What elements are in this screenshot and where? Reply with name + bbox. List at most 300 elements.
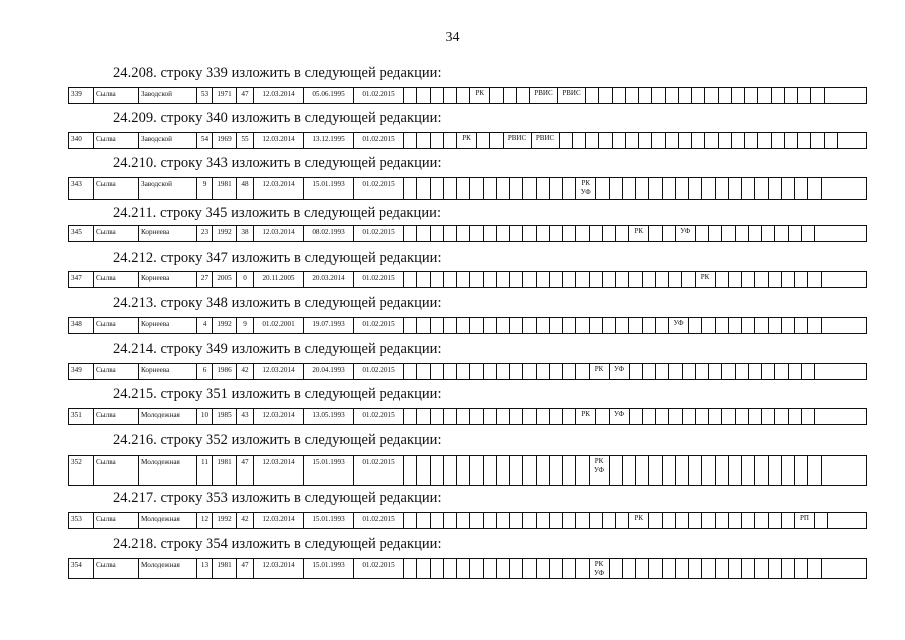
grid-cell <box>722 364 735 379</box>
grid-cell <box>404 364 417 379</box>
grid-cell <box>497 364 510 379</box>
table-row <box>68 317 867 334</box>
grid-cell <box>755 178 768 199</box>
grid-cell <box>692 133 705 148</box>
section-heading: 24.216. строку 352 изложить в следующей редакции: <box>113 432 442 448</box>
grid-cell <box>643 272 656 287</box>
grid-cell <box>550 513 563 528</box>
house-cell: 54 <box>197 133 213 148</box>
grid-cell <box>504 88 517 103</box>
mark-cell: РВИС <box>558 88 586 103</box>
table-row <box>68 512 867 529</box>
table-row <box>68 363 867 380</box>
date3-cell: 01.02.2015 <box>354 513 404 528</box>
grid-cell <box>523 178 536 199</box>
grid-cell <box>457 559 470 578</box>
grid-cell <box>769 456 782 485</box>
grid-cell <box>497 559 510 578</box>
row-number: 345 <box>69 226 94 241</box>
grid-cell <box>630 409 643 424</box>
grid-cell <box>719 88 732 103</box>
grid-cell <box>755 513 768 528</box>
grid-cell <box>616 513 629 528</box>
grid-cell <box>484 409 497 424</box>
grid-cell <box>444 226 457 241</box>
year-cell: 1981 <box>213 178 237 199</box>
grid-cell <box>636 178 649 199</box>
grid-cell <box>705 133 718 148</box>
grid-cell <box>782 559 795 578</box>
grid-cell <box>626 88 639 103</box>
grid-cell <box>649 178 662 199</box>
date1-cell: 12.03.2014 <box>254 133 304 148</box>
grid-cell <box>702 513 715 528</box>
grid-cell <box>616 226 629 241</box>
date2-cell: 15.01.1993 <box>304 513 354 528</box>
grid-cell <box>683 364 696 379</box>
mark-cell: УФ <box>610 364 630 379</box>
grid-cell <box>745 133 758 148</box>
row-number: 353 <box>69 513 94 528</box>
mark-cell: УФ <box>669 318 689 333</box>
grid-cell <box>772 133 785 148</box>
grid-cell <box>722 226 735 241</box>
grid-cell <box>563 364 576 379</box>
grid-cell <box>729 178 742 199</box>
grid-cell <box>586 133 599 148</box>
grid-cell <box>749 226 762 241</box>
mark-cell: РК <box>629 513 649 528</box>
street-cell: Корнеева <box>139 226 197 241</box>
grid-cell <box>636 456 649 485</box>
date1-cell: 12.03.2014 <box>254 409 304 424</box>
table-row <box>68 177 867 200</box>
street-cell: Молодежная <box>139 559 197 578</box>
grid-cell <box>822 318 835 333</box>
date2-cell: 15.01.1993 <box>304 559 354 578</box>
grid-cell <box>709 409 722 424</box>
grid-cell <box>802 409 815 424</box>
section-heading: 24.208. строку 339 изложить в следующей редакции: <box>113 65 442 81</box>
grid-cell <box>663 456 676 485</box>
house-cell: 10 <box>197 409 213 424</box>
grid-cell <box>623 456 636 485</box>
grid-cell <box>775 409 788 424</box>
date2-cell: 19.07.1993 <box>304 318 354 333</box>
grid-cell <box>510 178 523 199</box>
grid-cell <box>484 272 497 287</box>
grid-cell <box>497 226 510 241</box>
grid-cell <box>610 456 623 485</box>
grid-cell <box>490 88 503 103</box>
date1-cell: 12.03.2014 <box>254 364 304 379</box>
grid-cell <box>590 226 603 241</box>
grid-cell <box>523 513 536 528</box>
grid-cell <box>649 513 662 528</box>
grid-cell <box>785 133 798 148</box>
grid-cell <box>722 409 735 424</box>
grid-cell <box>431 226 444 241</box>
date2-cell: 15.01.1993 <box>304 178 354 199</box>
grid-cell <box>736 409 749 424</box>
grid-cell <box>828 513 841 528</box>
grid-cell <box>702 318 715 333</box>
year-cell: 1992 <box>213 226 237 241</box>
grid-cell <box>599 133 612 148</box>
grid-cell <box>808 272 821 287</box>
date2-cell: 13.05.1993 <box>304 409 354 424</box>
grid-cell <box>497 318 510 333</box>
grid-cell <box>630 364 643 379</box>
grid-cell <box>802 226 815 241</box>
mark-cell: РП <box>795 513 815 528</box>
grid-cell <box>689 318 702 333</box>
grid-cell <box>484 318 497 333</box>
grid-cell <box>497 513 510 528</box>
grid-cell <box>470 226 483 241</box>
row-number: 351 <box>69 409 94 424</box>
date2-cell: 08.02.1993 <box>304 226 354 241</box>
grid-cell <box>702 559 715 578</box>
year-cell: 1992 <box>213 318 237 333</box>
grid-cell <box>444 272 457 287</box>
grid-cell <box>729 456 742 485</box>
date3-cell: 01.02.2015 <box>354 88 404 103</box>
grid-cell <box>716 456 729 485</box>
grid-cell <box>563 513 576 528</box>
grid-cell <box>815 364 828 379</box>
house-cell: 12 <box>197 513 213 528</box>
grid-cell <box>563 409 576 424</box>
grid-cell <box>815 226 828 241</box>
year-cell: 1971 <box>213 88 237 103</box>
grid-cell <box>815 513 828 528</box>
grid-cell <box>560 133 573 148</box>
grid-cell <box>576 318 589 333</box>
grid-cell <box>755 318 768 333</box>
grid-cell <box>510 364 523 379</box>
grid-cell <box>758 88 771 103</box>
grid-cell <box>789 364 802 379</box>
grid-cell <box>417 272 430 287</box>
grid-cell <box>417 133 430 148</box>
row-number: 349 <box>69 364 94 379</box>
grid-cell <box>679 88 692 103</box>
grid-cell <box>682 272 695 287</box>
grid-cell <box>537 178 550 199</box>
grid-cell <box>603 226 616 241</box>
grid-cell <box>550 456 563 485</box>
grid-cell <box>742 456 755 485</box>
units-cell: 43 <box>237 409 254 424</box>
grid-cell <box>417 559 430 578</box>
grid-cell <box>629 318 642 333</box>
section-heading: 24.214. строку 349 изложить в следующей редакции: <box>113 341 442 357</box>
table-row <box>68 558 867 579</box>
grid-cell <box>444 133 457 148</box>
grid-cell <box>596 178 609 199</box>
grid-cell <box>444 318 457 333</box>
grid-cell <box>652 88 665 103</box>
row-number: 354 <box>69 559 94 578</box>
grid-cell <box>649 559 662 578</box>
grid-cell <box>705 88 718 103</box>
table-row <box>68 408 867 425</box>
grid-cell <box>683 409 696 424</box>
house-cell: 53 <box>197 88 213 103</box>
grid-cell <box>709 364 722 379</box>
grid-cell <box>590 272 603 287</box>
grid-cell <box>808 318 821 333</box>
grid-cell <box>729 559 742 578</box>
grid-cell <box>749 409 762 424</box>
grid-cell <box>417 364 430 379</box>
grid-cell <box>510 513 523 528</box>
grid-cell <box>639 133 652 148</box>
grid-cell <box>692 88 705 103</box>
grid-cell <box>649 456 662 485</box>
date3-cell: 01.02.2015 <box>354 559 404 578</box>
date1-cell: 12.03.2014 <box>254 178 304 199</box>
grid-cell <box>643 409 656 424</box>
grid-cell <box>656 272 669 287</box>
year-cell: 1986 <box>213 364 237 379</box>
grid-cell <box>563 178 576 199</box>
grid-cell <box>431 409 444 424</box>
grid-cell <box>444 88 457 103</box>
section-heading: 24.218. строку 354 изложить в следующей редакции: <box>113 536 442 552</box>
grid-cell <box>663 226 676 241</box>
grid-cell <box>517 88 530 103</box>
grid-cell <box>696 409 709 424</box>
grid-cell <box>639 88 652 103</box>
city-cell: Сылва <box>94 559 139 578</box>
house-cell: 11 <box>197 456 213 485</box>
grid-cell <box>716 513 729 528</box>
grid-cell <box>811 133 824 148</box>
grid-cell <box>666 88 679 103</box>
mark-cell: РК <box>696 272 716 287</box>
date1-cell: 12.03.2014 <box>254 559 304 578</box>
grid-cell <box>417 178 430 199</box>
grid-cell <box>550 178 563 199</box>
house-cell: 4 <box>197 318 213 333</box>
grid-cell <box>497 178 510 199</box>
grid-cell <box>417 318 430 333</box>
grid-cell <box>689 559 702 578</box>
grid-cell <box>537 456 550 485</box>
date3-cell: 01.02.2015 <box>354 364 404 379</box>
grid-cell <box>457 456 470 485</box>
grid-cell <box>550 318 563 333</box>
grid-cell <box>745 88 758 103</box>
grid-cell <box>815 409 828 424</box>
grid-cell <box>523 559 536 578</box>
grid-cell <box>457 318 470 333</box>
grid-cell <box>736 364 749 379</box>
grid-cell <box>404 456 417 485</box>
grid-cell <box>789 226 802 241</box>
year-cell: 1969 <box>213 133 237 148</box>
grid-cell <box>563 456 576 485</box>
grid-cell <box>404 226 417 241</box>
row-number: 352 <box>69 456 94 485</box>
year-cell: 1992 <box>213 513 237 528</box>
date1-cell: 12.03.2014 <box>254 88 304 103</box>
grid-cell <box>417 226 430 241</box>
house-cell: 13 <box>197 559 213 578</box>
units-cell: 9 <box>237 318 254 333</box>
year-cell: 2005 <box>213 272 237 287</box>
table-row <box>68 132 867 149</box>
grid-cell <box>676 559 689 578</box>
grid-cell <box>470 364 483 379</box>
grid-cell <box>798 88 811 103</box>
grid-cell <box>782 178 795 199</box>
street-cell: Молодежная <box>139 409 197 424</box>
grid-cell <box>523 456 536 485</box>
city-cell: Сылва <box>94 364 139 379</box>
grid-cell <box>702 456 715 485</box>
grid-cell <box>510 272 523 287</box>
grid-cell <box>689 178 702 199</box>
house-cell: 9 <box>197 178 213 199</box>
grid-cell <box>510 456 523 485</box>
grid-cell <box>616 318 629 333</box>
grid-cell <box>825 133 838 148</box>
mark-cell: УФ <box>676 226 696 241</box>
grid-cell <box>497 272 510 287</box>
date1-cell: 12.03.2014 <box>254 226 304 241</box>
date3-cell: 01.02.2015 <box>354 178 404 199</box>
grid-cell <box>782 272 795 287</box>
grid-cell <box>470 559 483 578</box>
grid-cell <box>663 513 676 528</box>
grid-cell <box>696 364 709 379</box>
grid-cell <box>610 178 623 199</box>
street-cell: Заводской <box>139 133 197 148</box>
units-cell: 42 <box>237 513 254 528</box>
grid-cell <box>663 559 676 578</box>
grid-cell <box>417 409 430 424</box>
row-number: 348 <box>69 318 94 333</box>
section-heading: 24.215. строку 351 изложить в следующей редакции: <box>113 386 442 402</box>
grid-cell <box>484 456 497 485</box>
grid-cell <box>755 456 768 485</box>
grid-cell <box>669 272 682 287</box>
grid-cell <box>510 226 523 241</box>
table-row <box>68 225 867 242</box>
grid-cell <box>537 409 550 424</box>
grid-cell <box>656 318 669 333</box>
grid-cell <box>484 364 497 379</box>
grid-cell <box>550 226 563 241</box>
date2-cell: 13.12.1995 <box>304 133 354 148</box>
grid-cell <box>599 88 612 103</box>
grid-cell <box>729 272 742 287</box>
grid-cell <box>643 364 656 379</box>
table-row <box>68 87 867 104</box>
section-heading: 24.217. строку 353 изложить в следующей редакции: <box>113 490 442 506</box>
row-number: 340 <box>69 133 94 148</box>
units-cell: 47 <box>237 88 254 103</box>
grid-cell <box>404 513 417 528</box>
mark-cell: РВИС <box>504 133 532 148</box>
grid-cell <box>716 178 729 199</box>
date1-cell: 01.02.2001 <box>254 318 304 333</box>
grid-cell <box>709 226 722 241</box>
grid-cell <box>457 513 470 528</box>
grid-cell <box>769 513 782 528</box>
grid-cell <box>676 513 689 528</box>
section-heading: 24.211. строку 345 изложить в следующей редакции: <box>113 205 442 221</box>
units-cell: 42 <box>237 364 254 379</box>
city-cell: Сылва <box>94 272 139 287</box>
grid-cell <box>742 513 755 528</box>
date2-cell: 15.01.1993 <box>304 456 354 485</box>
grid-cell <box>676 456 689 485</box>
grid-cell <box>769 272 782 287</box>
section-heading: 24.209. строку 340 изложить в следующей редакции: <box>113 110 442 126</box>
house-cell: 6 <box>197 364 213 379</box>
house-cell: 27 <box>197 272 213 287</box>
grid-cell <box>470 456 483 485</box>
table-row <box>68 271 867 288</box>
grid-cell <box>537 226 550 241</box>
grid-cell <box>769 318 782 333</box>
grid-cell <box>719 133 732 148</box>
grid-cell <box>656 409 669 424</box>
section-heading: 24.210. строку 343 изложить в следующей редакции: <box>113 155 442 171</box>
grid-cell <box>537 272 550 287</box>
grid-cell <box>782 513 795 528</box>
grid-cell <box>732 133 745 148</box>
city-cell: Сылва <box>94 178 139 199</box>
grid-cell <box>576 513 589 528</box>
grid-cell <box>795 559 808 578</box>
grid-cell <box>729 318 742 333</box>
mark-cell: РК УФ <box>590 456 610 485</box>
grid-cell <box>822 178 835 199</box>
grid-cell <box>523 409 536 424</box>
grid-cell <box>808 456 821 485</box>
grid-cell <box>742 272 755 287</box>
units-cell: 47 <box>237 559 254 578</box>
grid-cell <box>431 456 444 485</box>
grid-cell <box>404 88 417 103</box>
grid-cell <box>550 272 563 287</box>
grid-cell <box>689 513 702 528</box>
grid-cell <box>537 364 550 379</box>
grid-cell <box>769 178 782 199</box>
grid-cell <box>470 272 483 287</box>
grid-cell <box>822 456 835 485</box>
grid-cell <box>431 133 444 148</box>
grid-cell <box>523 318 536 333</box>
grid-cell <box>762 409 775 424</box>
grid-cell <box>431 559 444 578</box>
grid-cell <box>573 133 586 148</box>
grid-cell <box>576 272 589 287</box>
grid-cell <box>431 364 444 379</box>
grid-cell <box>742 559 755 578</box>
grid-cell <box>623 178 636 199</box>
grid-cell <box>623 559 636 578</box>
units-cell: 55 <box>237 133 254 148</box>
grid-cell <box>616 272 629 287</box>
grid-cell <box>431 318 444 333</box>
grid-cell <box>795 178 808 199</box>
